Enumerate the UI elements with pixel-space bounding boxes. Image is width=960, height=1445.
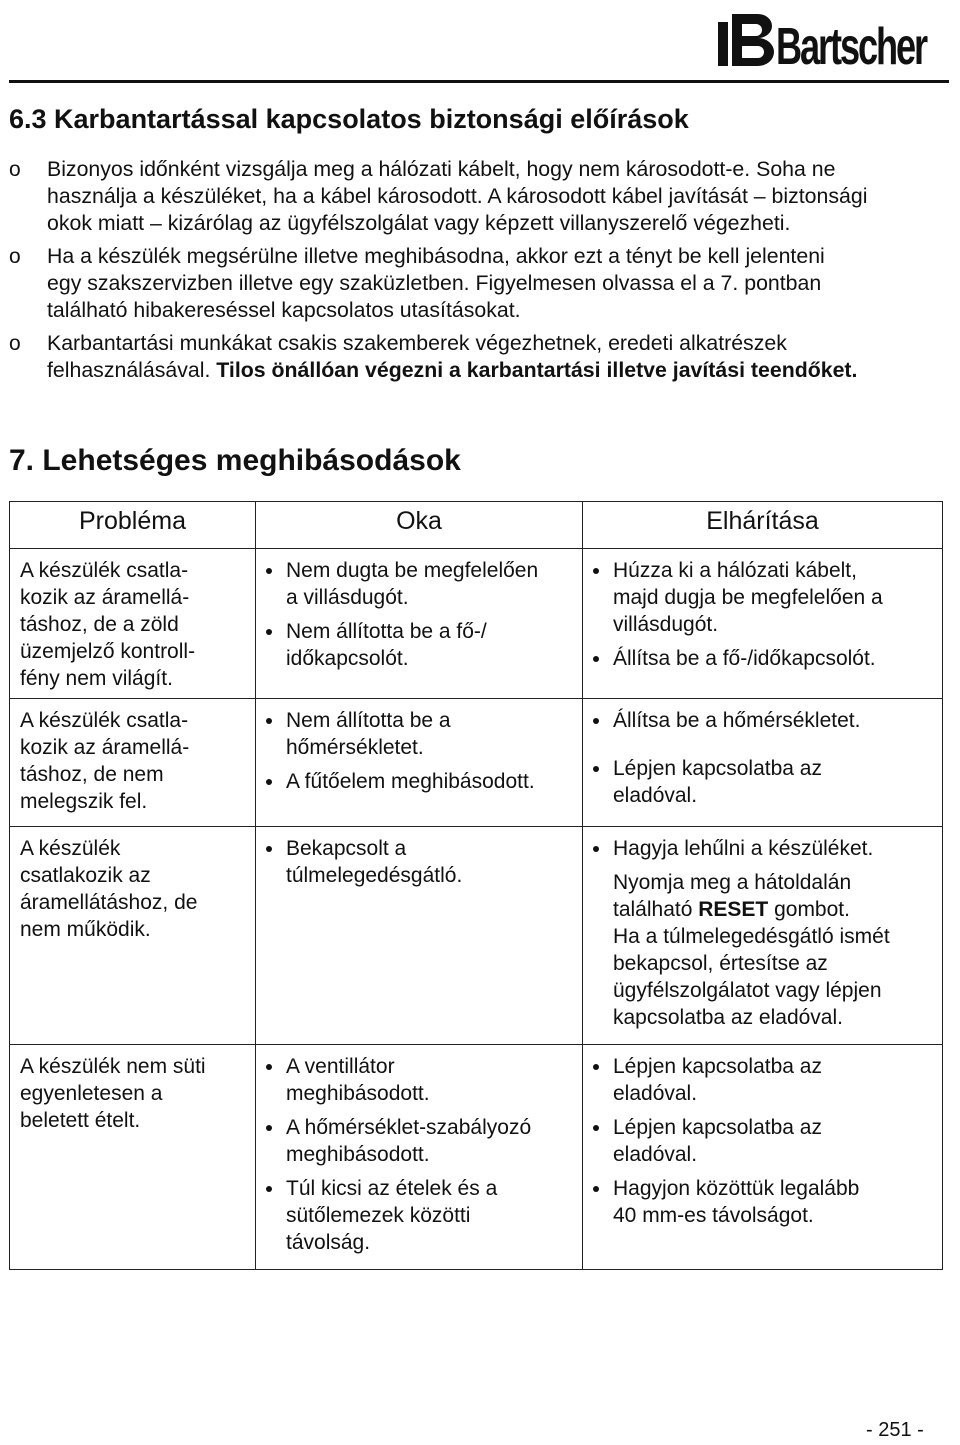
list-item xyxy=(593,707,932,734)
list-item xyxy=(266,1175,572,1256)
cell-line: fény nem világít. xyxy=(20,667,173,690)
cell-line: meghibásodott. xyxy=(286,1143,430,1166)
bullet-dot-icon xyxy=(593,656,599,662)
list-item xyxy=(266,835,572,889)
list-item xyxy=(266,557,572,611)
bartscher-logo xyxy=(716,4,930,74)
bullet-line: felhasználásával. xyxy=(47,358,211,382)
circle-bullet-icon: o xyxy=(9,332,21,355)
bullet-dot-icon xyxy=(593,718,599,724)
cell-line: nem működik. xyxy=(20,918,151,941)
cell-line: távolság. xyxy=(286,1231,371,1254)
cell-line: beletett ételt. xyxy=(20,1109,141,1132)
table-row xyxy=(10,549,943,699)
page-number: - 251 - xyxy=(866,1419,924,1441)
cell-line: A készülék csatla- xyxy=(20,709,189,732)
bullet-dot-icon xyxy=(266,846,272,852)
cell-line: meghibásodott. xyxy=(286,1082,430,1105)
cell-line: A készülék nem süti xyxy=(20,1055,206,1078)
logo-wordmark: Bartscher xyxy=(776,18,928,74)
table-row xyxy=(10,1045,943,1270)
cell-line: Nem dugta be megfelelően xyxy=(286,559,539,582)
cause-cell xyxy=(256,1045,583,1270)
cell-line: kozik az áramellá- xyxy=(20,736,190,759)
circle-bullet-icon: o xyxy=(9,245,21,268)
cell-line: Húzza ki a hálózati kábelt, xyxy=(613,559,857,582)
cell-line: villásdugót. xyxy=(613,613,719,636)
cell-line: a villásdugót. xyxy=(286,586,409,609)
list-item xyxy=(266,1114,572,1168)
cell-line: túlmelegedésgátló. xyxy=(286,864,463,887)
cell-line: A készülék xyxy=(20,837,121,860)
bullet-dot-icon xyxy=(593,846,599,852)
bullet-dot-icon xyxy=(266,779,272,785)
troubleshooting-table xyxy=(9,501,943,1270)
bullet-dot-icon xyxy=(593,1125,599,1131)
bullet-bold-warning: Tilos önállóan végezni a karbantartási illetve javítási teendőket. xyxy=(210,358,858,382)
problem-cell xyxy=(10,827,256,1045)
cell-line: Lépjen kapcsolatba az xyxy=(613,1116,822,1139)
table-row xyxy=(10,827,943,1045)
bullet-dot-icon xyxy=(593,1064,599,1070)
column-header-cause: Oka xyxy=(256,502,583,549)
bullet-dot-icon xyxy=(266,629,272,635)
bullet-dot-icon xyxy=(593,1186,599,1192)
list-item xyxy=(266,768,572,795)
bullet-line: Karbantartási munkákat csakis szakemberek végezhetnek, eredeti alkatrészek xyxy=(47,331,787,355)
cell-line: hőmérsékletet. xyxy=(286,736,424,759)
section-6-3-title: 6.3 Karbantartással kapcsolatos biztonsági előírások xyxy=(9,104,689,134)
bullet-dot-icon xyxy=(266,718,272,724)
column-header-problem: Probléma xyxy=(10,502,256,549)
cell-line: eladóval. xyxy=(613,784,698,807)
cause-cell xyxy=(256,549,583,699)
list-item xyxy=(593,645,932,672)
section-7-title: 7. Lehetséges meghibásodások xyxy=(9,444,461,477)
problem-cell xyxy=(10,549,256,699)
cell-line: időkapcsolót. xyxy=(286,647,409,670)
list-item xyxy=(266,707,572,761)
cause-cell xyxy=(256,827,583,1045)
list-item xyxy=(593,835,932,1031)
list-item xyxy=(266,1053,572,1107)
cell-line: kozik az áramellá- xyxy=(20,586,190,609)
logo-b-mark xyxy=(718,14,774,66)
cell-line: melegszik fel. xyxy=(20,790,148,813)
remedy-cell xyxy=(583,827,943,1045)
bullet-dot-icon xyxy=(593,766,599,772)
cell-line: Ha a túlmelegedésgátló ismét xyxy=(613,925,890,948)
cell-line: üzemjelző kontroll- xyxy=(20,640,196,663)
cell-line: táshoz, de a zöld xyxy=(20,613,179,636)
cell-line: Állítsa be a hőmérsékletet. xyxy=(613,709,861,732)
remedy-cell xyxy=(583,1045,943,1270)
cell-line: Nem állította be a xyxy=(286,709,451,732)
bullet-line: található hibakereséssel kapcsolatos utasításokat. xyxy=(47,298,521,322)
cell-line: 40 mm-es távolságot. xyxy=(613,1204,814,1227)
cell-line: Túl kicsi az ételek és a xyxy=(286,1177,498,1200)
cell-line: kapcsolatba az eladóval. xyxy=(613,1006,843,1029)
header-rule xyxy=(9,80,949,83)
remedy-cell xyxy=(583,549,943,699)
cell-line: Hagyja lehűlni a készüléket. xyxy=(613,837,874,860)
reset-label: RESET xyxy=(698,898,769,921)
list-item xyxy=(593,1114,932,1168)
cell-line: táshoz, de nem xyxy=(20,763,164,786)
bullet-line: használja a készüléket, ha a kábel károsodott. A károsodott kábel javítását – biztonsági xyxy=(47,184,868,208)
table-header-row xyxy=(10,502,943,549)
cell-line: majd dugja be megfelelően a xyxy=(613,586,883,609)
cell-line: Állítsa be a fő-/időkapcsolót. xyxy=(613,647,876,670)
cell-line: eladóval. xyxy=(613,1082,698,1105)
cell-line: Lépjen kapcsolatba az xyxy=(613,1055,822,1078)
bullet-line: Ha a készülék megsérülne illetve meghibásodna, akkor ezt a tényt be kell jelenteni xyxy=(47,244,825,268)
cell-line: Nem állította be a fő-/ xyxy=(286,620,487,643)
safety-bullet-1 xyxy=(9,156,954,237)
column-header-remedy: Elhárítása xyxy=(583,502,943,549)
cell-line: A készülék csatla- xyxy=(20,559,189,582)
list-item xyxy=(593,1175,932,1229)
cell-line: Nyomja meg a hátoldalán xyxy=(613,871,852,894)
remedy-cell xyxy=(583,699,943,827)
cell-line: sütőlemezek közötti xyxy=(286,1204,471,1227)
cell-text: gombot. xyxy=(768,898,850,921)
list-item xyxy=(593,755,932,809)
cell-line: A fűtőelem meghibásodott. xyxy=(286,770,535,793)
cell-line: Hagyjon közöttük legalább xyxy=(613,1177,860,1200)
bullet-line: okok miatt – kizárólag az ügyfélszolgálat vagy képzett villanyszerelő végezheti. xyxy=(47,211,791,235)
cell-line: egyenletesen a xyxy=(20,1082,163,1105)
cell-line: eladóval. xyxy=(613,1143,698,1166)
cell-line: csatlakozik az xyxy=(20,864,151,887)
bullet-line: Bizonyos időnként vizsgálja meg a hálózati kábelt, hogy nem károsodott-e. Soha ne xyxy=(47,157,836,181)
problem-cell xyxy=(10,699,256,827)
cell-line: bekapcsol, értesítse az xyxy=(613,952,828,975)
circle-bullet-icon: o xyxy=(9,158,21,181)
bullet-dot-icon xyxy=(266,1064,272,1070)
bullet-dot-icon xyxy=(593,568,599,574)
cause-cell xyxy=(256,699,583,827)
bullet-dot-icon xyxy=(266,1186,272,1192)
bullet-dot-icon xyxy=(266,568,272,574)
cell-line: A hőmérséklet-szabályozó xyxy=(286,1116,532,1139)
bullet-line: egy szakszervizben illetve egy szaküzletben. Figyelmesen olvassa el a 7. pontban xyxy=(47,271,822,295)
cell-line xyxy=(613,896,932,923)
list-item xyxy=(266,618,572,672)
safety-bullet-list xyxy=(9,156,954,390)
problem-cell xyxy=(10,1045,256,1270)
cell-line: ügyfélszolgálatot vagy lépjen xyxy=(613,979,882,1002)
list-item xyxy=(593,1053,932,1107)
safety-bullet-2 xyxy=(9,243,954,324)
bullet-dot-icon xyxy=(266,1125,272,1131)
cell-text: található xyxy=(613,898,699,921)
cell-line: Lépjen kapcsolatba az xyxy=(613,757,822,780)
cell-line: áramellátáshoz, de xyxy=(20,891,198,914)
table-row xyxy=(10,699,943,827)
cell-line: Bekapcsolt a xyxy=(286,837,407,860)
list-item xyxy=(593,557,932,638)
safety-bullet-3 xyxy=(9,330,954,384)
cell-line: A ventillátor xyxy=(286,1055,395,1078)
